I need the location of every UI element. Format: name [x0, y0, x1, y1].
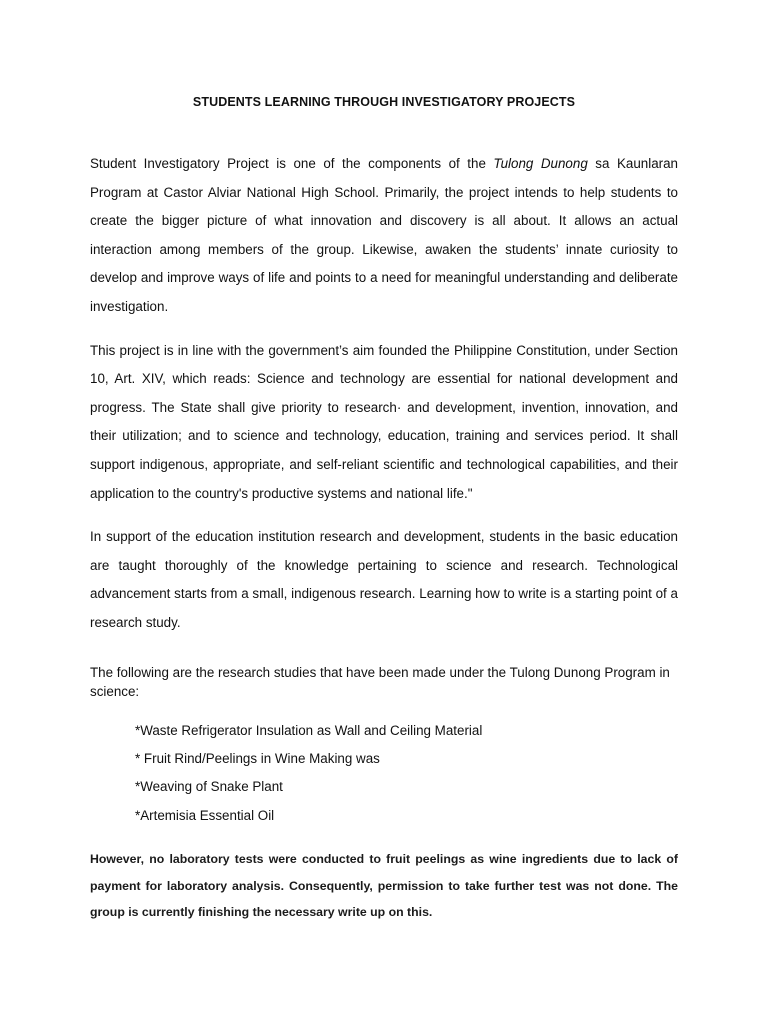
research-study-item: *Artemisia Essential Oil — [135, 807, 275, 823]
paragraph-project-overview-start: Student Investigatory Project is one of the components of the — [90, 156, 494, 171]
research-studies-intro: The following are the research studies that have been made under the Tulong Dunong Program in science: — [90, 664, 670, 699]
paragraph-project-overview-rest: sa Kaunlaran Program at Castor Alviar National High School. Primarily, the project intends to help students to create the bigger picture of what innovation and discovery is all about. It allows an actual interaction among members of the group. Likewise, awaken the students’ innate curiosity to develop and improve ways of life and points to a need for meaningful understanding and deliberate investigation. — [90, 156, 678, 314]
paragraph-government-alignment: This project is in line with the government’s aim founded the Philippine Constitution, under Section 10, Art. XIV, which reads: Science and technology are essential for national development and progress. The State shall give priority to research· and development, invention, innovation, and their utilization; and to science and technology, education, training and services period. It shall support indigenous, appropriate, and self-reliant scientific and technological capabilities, and their application to the country's productive systems and national life." — [90, 342, 678, 501]
research-studies-list — [90, 717, 678, 831]
research-study-item: *Waste Refrigerator Insulation as Wall and Ceiling Material — [135, 722, 483, 738]
research-study-item: * Fruit Rind/Peelings in Wine Making was — [135, 750, 380, 766]
document-content — [90, 92, 678, 941]
document-title: STUDENTS LEARNING THROUGH INVESTIGATORY PROJECTS — [192, 95, 576, 109]
tulong-dunong-emphasis: Tulong Dunong — [493, 156, 588, 171]
research-study-item: *Weaving of Snake Plant — [135, 779, 283, 795]
paragraph-project-overview — [90, 150, 678, 322]
paragraph-education-support: In support of the education institution research and development, students in the basic education are taught thoroughly of the knowledge pertaining to science and research. Technological advancement starts from a small, indigenous research. Learning how to write is a starting point of a research study. — [90, 529, 678, 630]
closing-note: However, no laboratory tests were conducted to fruit peelings as wine ingredients due to lack of payment for laboratory analysis. Consequently, permission to take further test was not done. The group is currently finishing the necessary write up on this. — [90, 852, 678, 920]
